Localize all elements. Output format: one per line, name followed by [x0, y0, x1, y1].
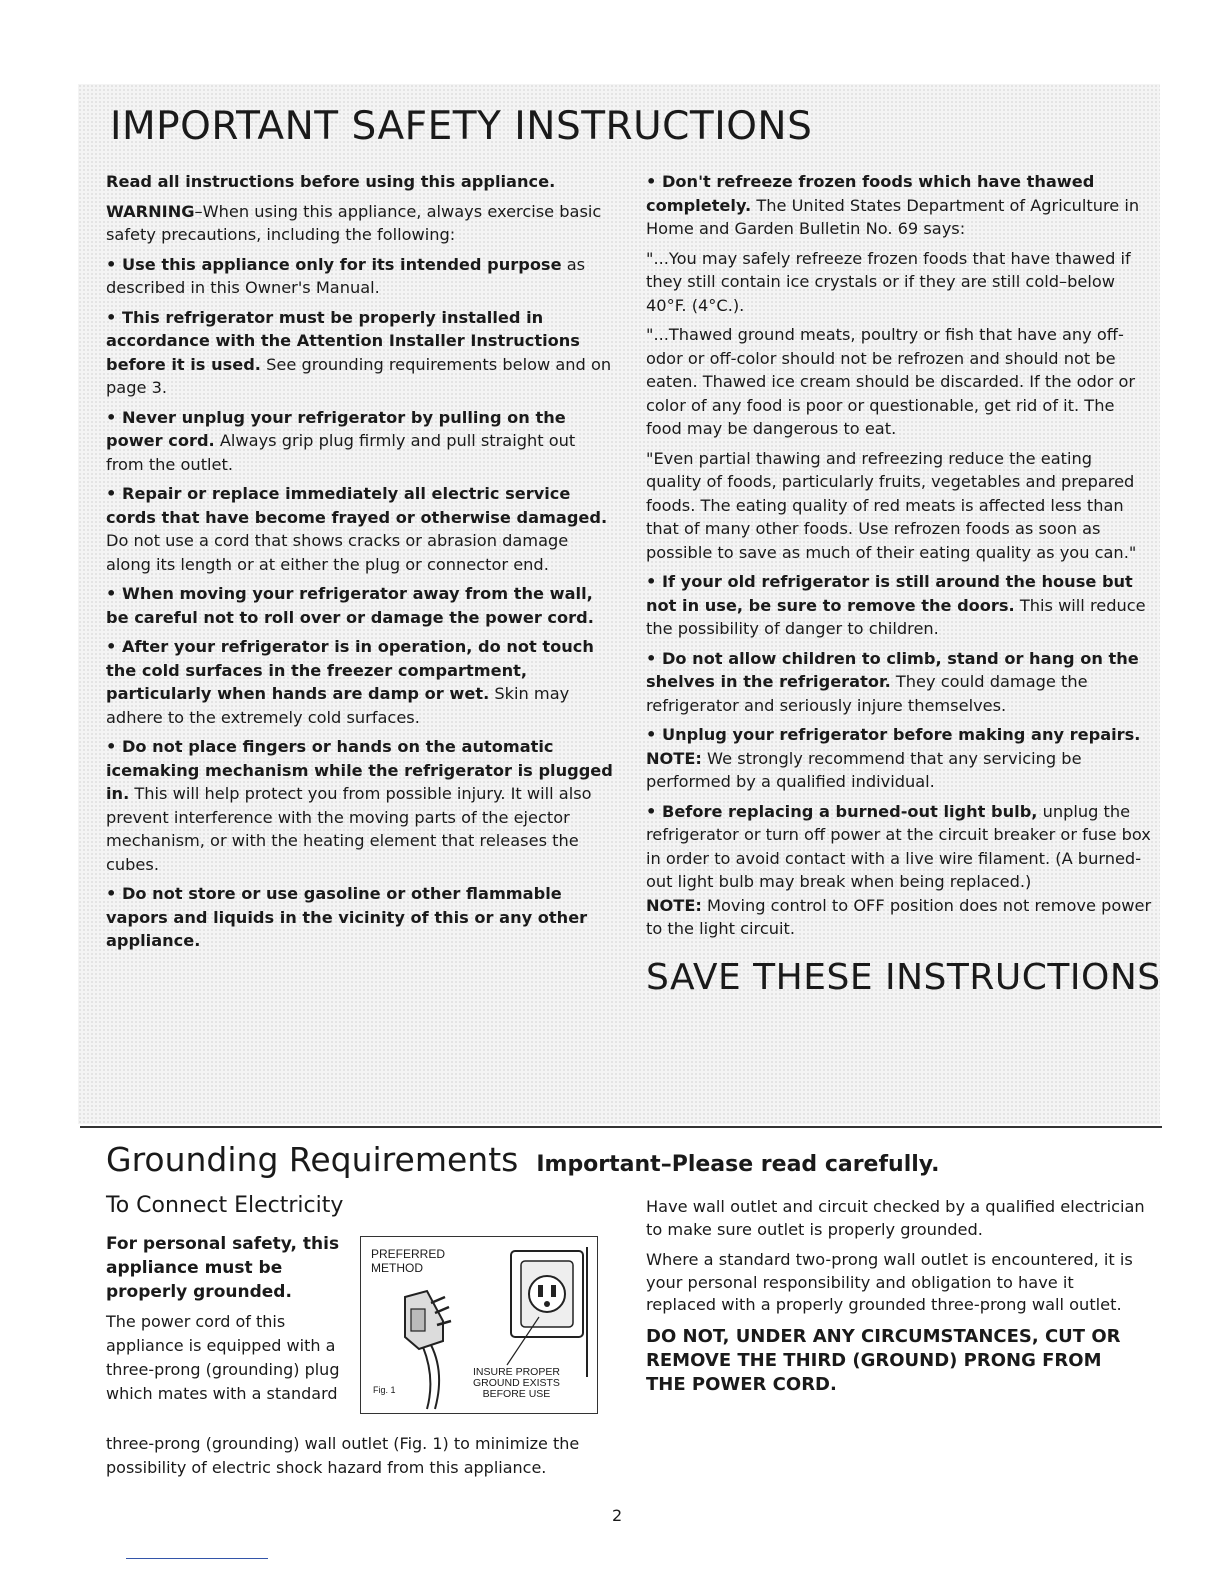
insure-line: INSURE PROPER	[473, 1366, 560, 1378]
note-text: Moving control to OFF position does not remove power to the light circuit.	[646, 895, 1152, 938]
safety-item-text: This will reduce the possibility of danger to children.	[646, 595, 1146, 638]
safety-item	[106, 482, 616, 576]
note-label: NOTE:	[646, 895, 702, 915]
section-divider	[80, 1126, 1162, 1128]
insure-line: BEFORE USE	[482, 1388, 551, 1400]
refreeze-bold: • Don't refreeze frozen foods which have thawed completely.	[646, 172, 1095, 215]
safety-item	[646, 723, 1152, 794]
safety-item-bold: • Unplug your refrigerator before making any repairs. NOTE:	[646, 725, 1141, 768]
safety-item-bold: • Before replacing a burned-out light bulb,	[646, 801, 1038, 821]
warning-paragraph	[106, 200, 616, 247]
lead-heading: Read all instructions before using this appliance.	[106, 172, 556, 191]
save-instructions-heading: SAVE THESE INSTRUCTIONS	[646, 956, 1161, 998]
grounding-heading	[106, 1140, 939, 1179]
safety-item	[106, 582, 616, 629]
refreeze-text: The United States Department of Agriculture in Home and Garden Bulletin No. 69 says:	[646, 195, 1140, 238]
safety-item-bold: • If your old refrigerator is still around the house but not in use, be sure to remove the doors.	[646, 572, 1133, 615]
safety-item-text: as described in this Owner's Manual.	[106, 254, 586, 297]
safety-item-text: See grounding requirements below and on page 3.	[106, 354, 612, 397]
safety-item-bold: • This refrigerator must be properly installed in accordance with the Attention Installer Instructions before it is used.	[106, 307, 580, 374]
grounding-title: Grounding Requirements	[106, 1140, 519, 1179]
insure-line: GROUND EXISTS	[473, 1377, 560, 1389]
third-prong-warning: DO NOT, UNDER ANY CIRCUMSTANCES, CUT OR REMOVE THE THIRD (GROUND) PRONG FROM THE POWER CORD.	[646, 1325, 1121, 1395]
note-paragraph	[646, 894, 1152, 941]
safety-item-text: We strongly recommend that any servicing be performed by a qualified individual.	[646, 748, 1082, 791]
safety-item	[646, 570, 1152, 641]
safety-item-bold: • Do not store or use gasoline or other flammable vapors and liquids in the vicinity of this or any other appliance.	[106, 884, 588, 950]
footer-rule	[126, 1558, 268, 1559]
figure-label: Fig. 1	[373, 1385, 396, 1395]
safety-item-bold: • After your refrigerator is in operation, do not touch the cold surfaces in the freezer compartment, particularly when hands are damp or wet.	[106, 637, 594, 703]
preferred-method-label	[371, 1247, 445, 1275]
connect-electricity-heading: To Connect Electricity	[106, 1193, 344, 1218]
grounding-paragraph: Have wall outlet and circuit checked by a qualified electrician to make sure outlet is properly grounded.	[646, 1197, 1145, 1239]
grounding-figure	[360, 1236, 598, 1414]
safety-item-bold: • Repair or replace immediately all electric service cords that have become frayed or otherwise damaged.	[106, 484, 608, 527]
grounding-right-column	[646, 1196, 1146, 1405]
safety-item-bold: • Never unplug your refrigerator by pulling on the power cord.	[106, 407, 566, 450]
safety-item	[646, 647, 1152, 718]
insure-ground-label	[473, 1367, 560, 1400]
safety-item	[106, 306, 616, 400]
safety-item-bold: • When moving your refrigerator away from the wall, be careful not to roll over or damage the power cord.	[106, 584, 594, 627]
usda-quote: "...You may safely refreeze frozen foods that have thawed if they still contain ice crystals or if they are still cold–below 40°F. (4°C.).	[646, 248, 1131, 315]
safety-item-text: unplug the refrigerator or turn off power at the circuit breaker or fuse box in order to avoid contact with a live wire filament. (A burned-out light bulb may break when being replaced.)	[646, 801, 1151, 891]
method-line: PREFERRED	[371, 1247, 446, 1261]
safety-item-text: Skin may adhere to the extremely cold surfaces.	[106, 684, 570, 727]
refreeze-item	[646, 170, 1152, 241]
warning-label: WARNING	[106, 201, 195, 221]
page-title: IMPORTANT SAFETY INSTRUCTIONS	[110, 104, 813, 149]
power-cord-text: The power cord of this appliance is equipped with a three-prong (grounding) plug which mates with a standard	[106, 1312, 340, 1403]
warning-text: –When using this appliance, always exercise basic safety precautions, including the following:	[106, 201, 602, 244]
safety-item-text: Always grip plug firmly and pull straight out from the outlet.	[106, 431, 576, 474]
safety-item	[106, 253, 616, 300]
grounding-subtitle: Important–Please read carefully.	[536, 1152, 940, 1177]
safety-item-bold: • Do not allow children to climb, stand or hang on the shelves in the refrigerator.	[646, 648, 1139, 691]
safety-item	[106, 635, 616, 729]
right-column	[646, 170, 1161, 998]
personal-safety-text: For personal safety, this appliance must be properly grounded.	[106, 1234, 340, 1302]
safety-item	[106, 882, 616, 953]
usda-quote: "...Thawed ground meats, poultry or fish that have any off-odor or off-color should not be refrozen and should not be eaten. Thawed ice cream should be discarded. If the odor or color of any food is poor or questionable, get rid of it. The food may be dangerous to eat.	[646, 325, 1136, 438]
safety-item-text: Do not use a cord that shows cracks or abrasion damage along its length or at either the plug or connector end.	[106, 531, 569, 574]
usda-quote: "Even partial thawing and refreezing reduce the eating quality of foods, particularly fruits, vegetables and prepared foods. The eating quality of red meats is affected less than that of many other foods. Use refrozen foods as soon as possible to save as much of their eating quality as you can."	[646, 448, 1137, 562]
page-number: 2	[612, 1506, 623, 1525]
safety-item-text: This will help protect you from possible injury. It will also prevent interference with the moving parts of the ejector mechanism, or with the heating element that releases the cubes.	[106, 784, 592, 874]
safety-item-bold: • Use this appliance only for its intended purpose	[106, 254, 562, 274]
safety-item-text: They could damage the refrigerator and seriously injure themselves.	[646, 672, 1088, 715]
safety-item	[646, 800, 1152, 894]
safety-item-bold: • Do not place fingers or hands on the automatic icemaking mechanism while the refrigerator is plugged in.	[106, 737, 613, 803]
power-cord-text-continued: three-prong (grounding) wall outlet (Fig. 1) to minimize the possibility of electric shock hazard from this appliance.	[106, 1434, 580, 1477]
left-column	[106, 170, 616, 959]
safety-item	[106, 735, 616, 876]
method-line: METHOD	[371, 1261, 423, 1275]
grounding-paragraph: Where a standard two-prong wall outlet is encountered, it is your personal responsibility and obligation to have it replaced with a properly grounded three-prong wall outlet.	[646, 1250, 1133, 1314]
safety-item	[106, 406, 616, 477]
